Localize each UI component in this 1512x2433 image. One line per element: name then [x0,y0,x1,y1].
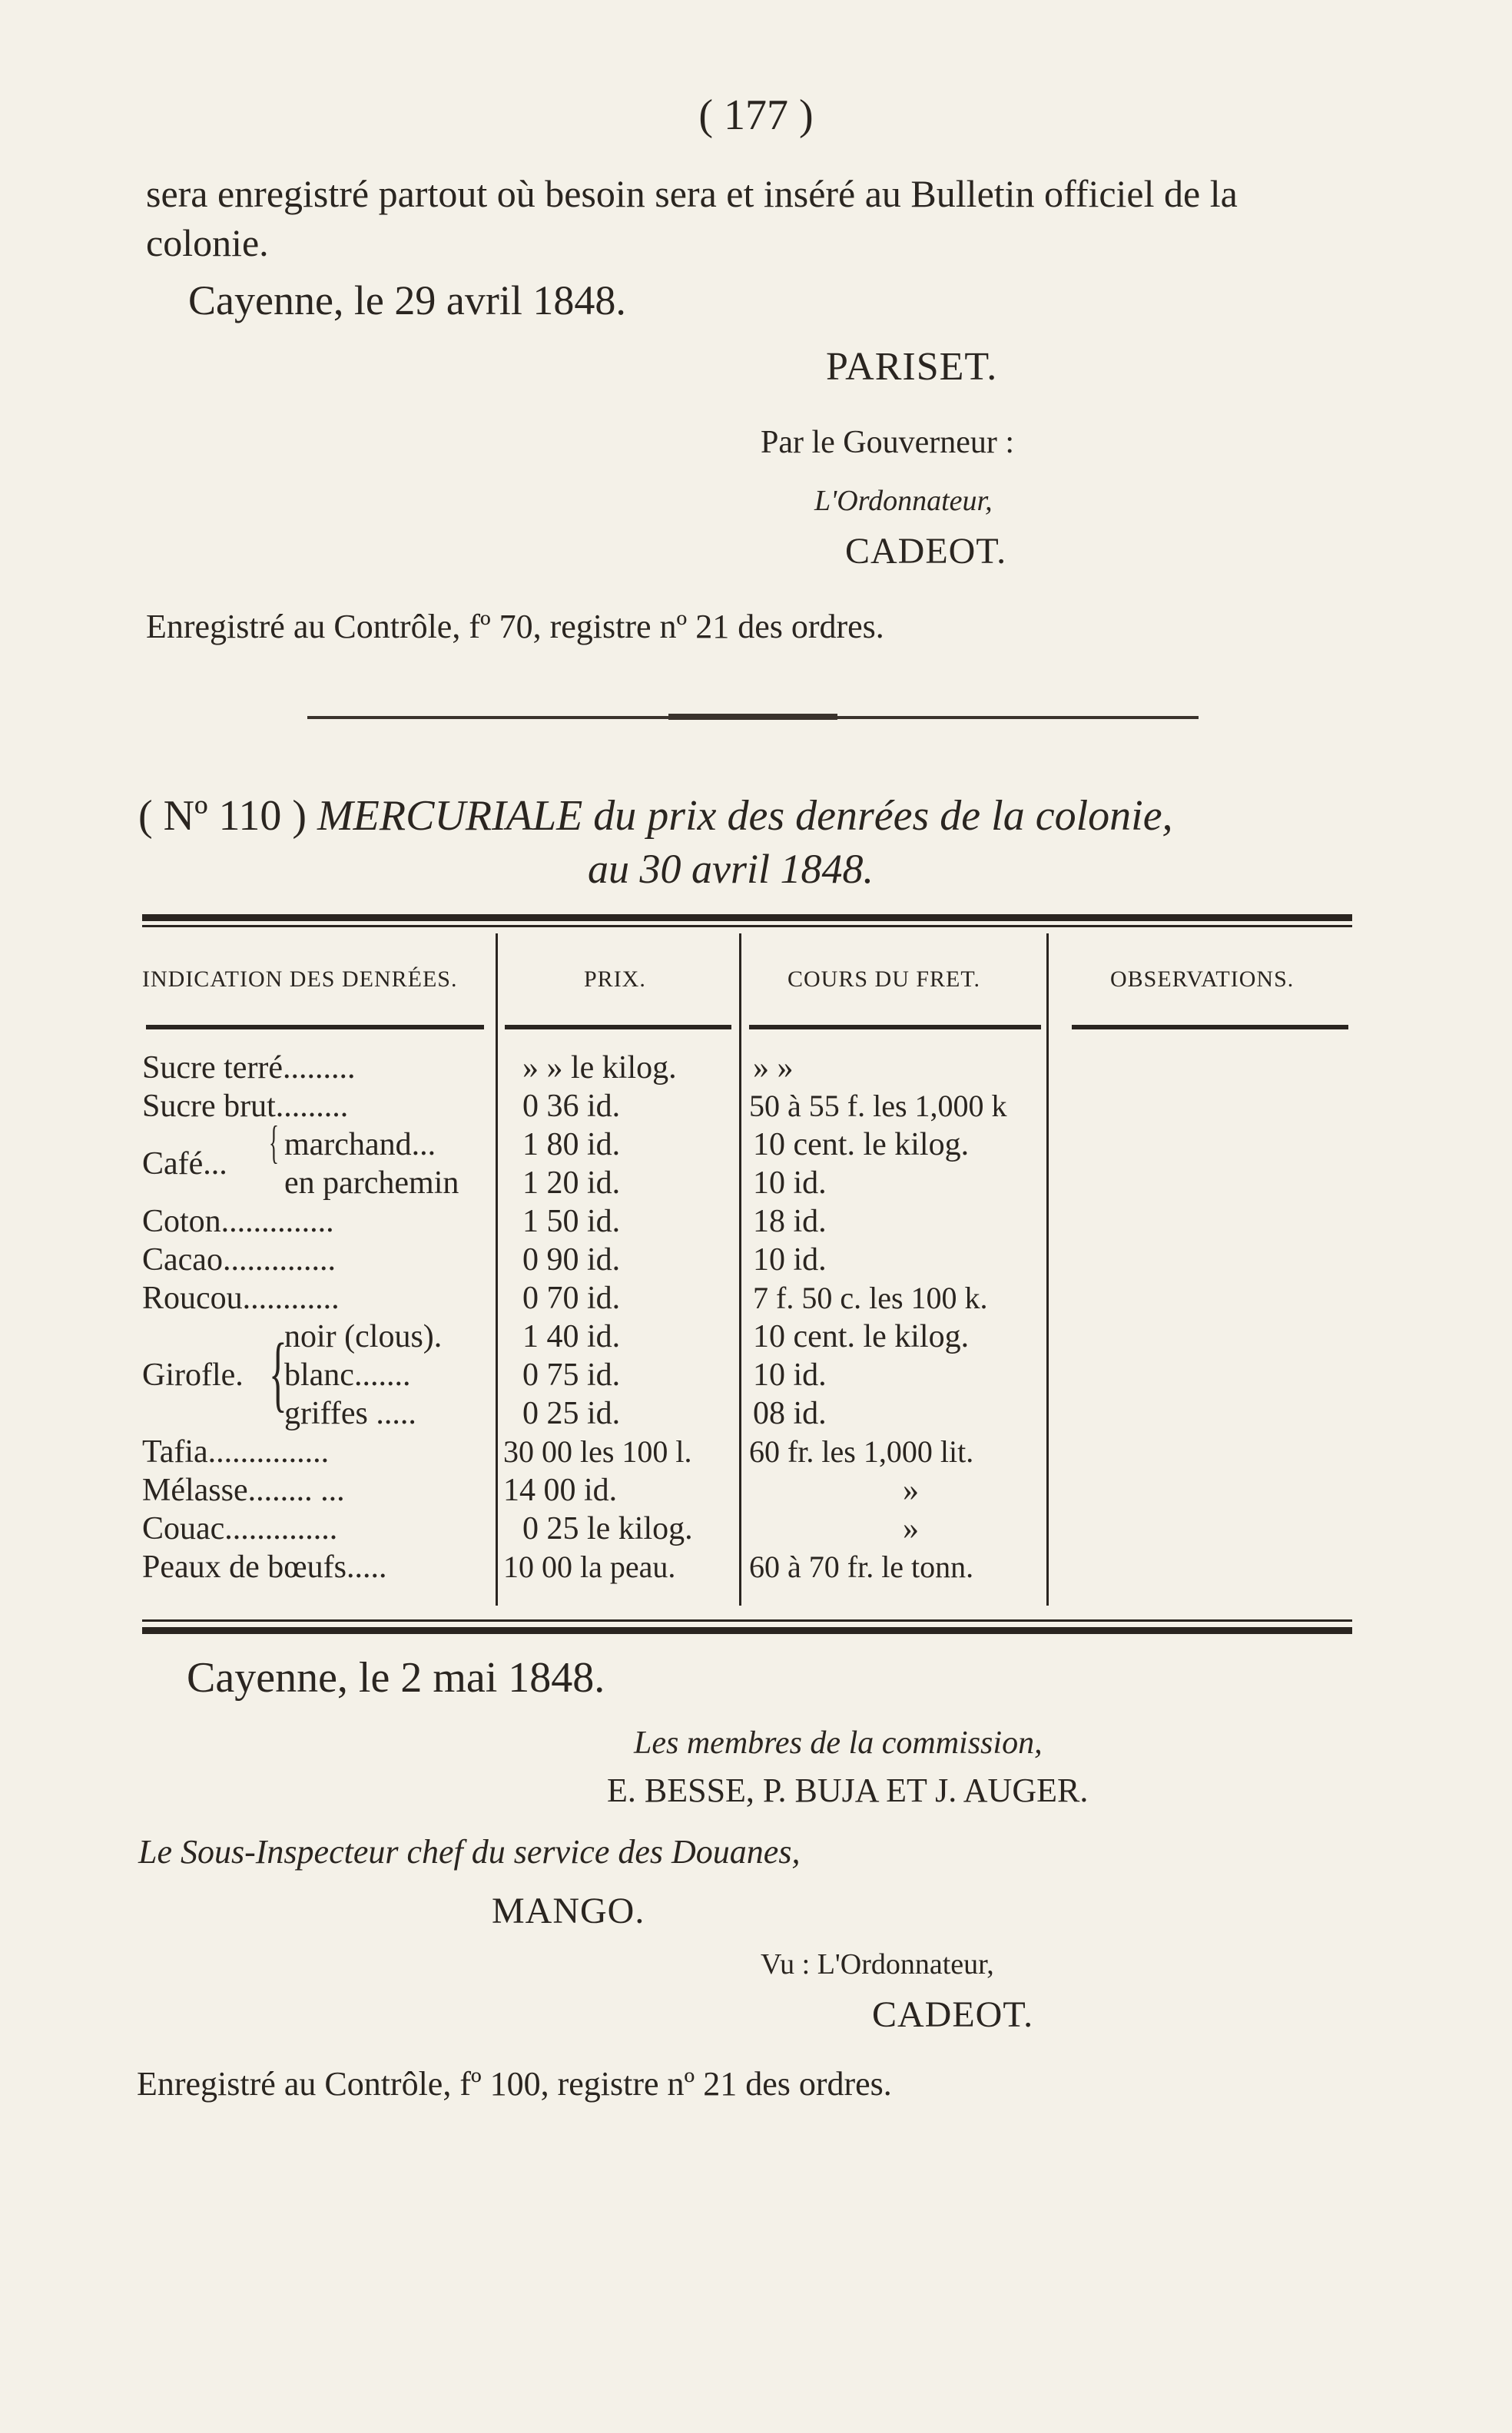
table-row-prix: 1 50 id. [522,1204,621,1239]
header-rule [146,1025,484,1029]
intro-paragraph: sera enregistré partout où besoin sera et inséré au Bulletin officiel de la colonie. [146,172,1238,264]
table-row-cours: 10 id. [753,1242,827,1278]
column-divider [739,933,741,1606]
signer-name: PARISET. [826,345,998,389]
page-number: ( 177 ) [698,91,814,139]
group-label-girofle: Girofle. [142,1357,244,1393]
table-row-prix: 0 70 id. [522,1281,621,1316]
column-divider [496,933,498,1606]
vu-label: Vu : L'Ordonnateur, [761,1948,994,1981]
sous-inspecteur-name: MANGO. [492,1891,645,1931]
table-row-cours: 7 f. 50 c. les 100 k. [753,1281,988,1315]
table-row-prix: 1 20 id. [522,1165,621,1201]
table-bottom-rule-thin [142,1619,1352,1622]
table-row-cours: 60 fr. les 1,000 lit. [749,1434,974,1469]
ordonnateur-name: CADEOT. [845,531,1007,572]
table-row-cours: 08 id. [753,1396,827,1431]
table-row-item: griffes ..... [284,1396,416,1431]
members-label: Les membres de la commission, [634,1725,1043,1761]
par-gouverneur: Par le Gouverneur : [761,425,1015,460]
registration-line-2: Enregistré au Contrôle, fº 100, registre nº 21 des ordres. [137,2065,892,2103]
column-divider [1046,933,1049,1606]
section-divider-ornament [668,714,837,720]
table-row-prix: 0 90 id. [522,1242,621,1278]
table-row-item: Roucou............ [142,1281,340,1316]
table-row-cours: 10 cent. le kilog. [753,1127,970,1162]
table-row-cours: 60 à 70 fr. le tonn. [749,1550,974,1584]
table-row-item: Peaux de bœufs..... [142,1550,387,1585]
table-row-cours: 10 id. [753,1165,827,1201]
header-prix: PRIX. [584,966,646,992]
dateline: Cayenne, le 29 avril 1848. [188,277,626,323]
table-row-prix: » » le kilog. [522,1050,677,1086]
brace-symbol: { [269,1326,287,1420]
table-row-item: Coton.............. [142,1204,334,1239]
header-rule [749,1025,1041,1029]
table-row-item: Tafia............... [142,1434,330,1470]
table-row-cours: 10 cent. le kilog. [753,1319,970,1354]
table-row-item: Sucre brut......... [142,1089,349,1124]
decree-number: ( Nº 110 ) [138,792,307,840]
table-row-cours: » [903,1473,919,1508]
table-top-rule [142,914,1352,921]
header-rule [505,1025,731,1029]
header-rule [1072,1025,1348,1029]
table-row-prix: 0 25 id. [522,1396,621,1431]
table-bottom-rule [142,1627,1352,1634]
brace-symbol: { [269,1117,279,1168]
table-top-rule-thin [142,925,1352,927]
table-row-item: Cacao.............. [142,1242,336,1278]
table-row-item: Mélasse........ ... [142,1473,345,1508]
ordonnateur-label: L'Ordonnateur, [814,485,993,517]
table-row-prix: 10 00 la peau. [503,1550,676,1584]
table-row-cours: 50 à 55 f. les 1,000 k [749,1089,1007,1123]
table-row-cours: » » [753,1050,794,1086]
decree-heading [138,791,1173,840]
table-row-prix: 0 75 id. [522,1357,621,1393]
table-row-prix: 30 00 les 100 l. [503,1434,692,1469]
decree-title: MERCURIALE du prix des denrées de la colonie, [317,792,1173,840]
table-row-cours: » [903,1511,919,1546]
table-row-item: en parchemin [284,1165,459,1201]
table-row-item: blanc....... [284,1357,411,1393]
table-row-cours: 18 id. [753,1204,827,1239]
vu-name: CADEOT. [872,1994,1034,2035]
table-row-prix: 0 25 le kilog. [522,1511,693,1546]
group-label-cafe: Café... [142,1146,227,1182]
table-row-prix: 1 80 id. [522,1127,621,1162]
table-row-prix: 14 00 id. [503,1473,618,1508]
table-row-item: marchand... [284,1127,436,1162]
header-indication: INDICATION DES DENRÉES. [142,966,458,992]
table-row-cours: 10 id. [753,1357,827,1393]
table-row-prix: 0 36 id. [522,1089,621,1124]
registration-line: Enregistré au Contrôle, fº 70, registre nº 21 des ordres. [146,608,884,645]
table-row-item: noir (clous). [284,1319,443,1354]
header-observations: OBSERVATIONS. [1110,966,1295,992]
closing-dateline: Cayenne, le 2 mai 1848. [187,1654,605,1702]
decree-subtitle: au 30 avril 1848. [588,846,874,892]
table-row-item: Sucre terré......... [142,1050,356,1086]
table-row-item: Couac.............. [142,1511,338,1546]
header-cours: COURS DU FRET. [788,966,980,992]
members-names: E. BESSE, P. BUJA ET J. AUGER. [607,1772,1089,1809]
table-row-prix: 1 40 id. [522,1319,621,1354]
sous-inspecteur-label: Le Sous-Inspecteur chef du service des Douanes, [138,1833,801,1871]
